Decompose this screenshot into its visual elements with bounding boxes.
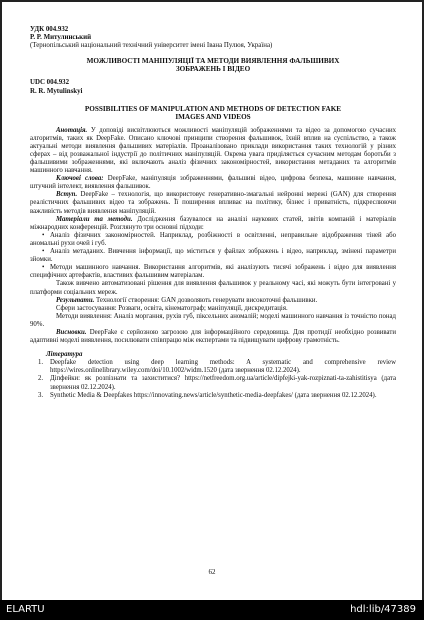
page-content <box>30 26 396 400</box>
bullet-text: Аналіз метаданих. Вивчення інформації, що міститься у файлах зображень і відео, наприклад, змінені параметри зйомки. <box>30 248 396 264</box>
intro-text: DeepFake – технологія, що використовує генеративно-змагальні нейронні мережі (GAN) для створення реалістичних фальшивих відео та зображень. Її поширення впливає на політику, бізнес і приватність, підкреслюючи важливість методів виявлення маніпуляцій. <box>30 191 396 215</box>
author-ua: Р. Р. Митулинський <box>30 34 92 42</box>
reference-item <box>30 359 396 375</box>
results-line-3: Методи виявлення: Аналіз моргання, рухів губ, піксельних аномалій; моделі машинного навчання із точністю понад 90%. <box>30 312 396 328</box>
auto-paragraph: Також вивчено автоматизовані рішення для виявлення фальшивок у реальному часі, які можуть бути інтегровані у платформи соціальних мереж. <box>30 280 396 296</box>
reference-number: 2. <box>38 375 44 383</box>
bullet-text: Аналіз фізичних закономірностей. Наприклад, розбіжності в освітленні, неправильне відображення тіней або аномальні рухи очей і губ. <box>30 231 396 247</box>
list-item <box>30 248 396 264</box>
literature-heading: Література <box>46 351 83 359</box>
repository-footer-bar <box>0 600 424 620</box>
author-en: R. R. Mytulinskyi <box>30 87 83 95</box>
reference-text: Діпфейки: як розпізнати та захиститися? https://netfreedom.org.ua/article/dipfejki-yak-rozpiznati-ta-zahistitisya (дата звернення 02.12.2024). <box>50 375 396 391</box>
list-item <box>30 232 396 248</box>
reference-number: 1. <box>38 359 44 367</box>
conclusions-lead: Висновки. <box>56 328 87 336</box>
results-text: Технології створення: GAN дозволяють генерувати високоточні фальшивки. <box>94 296 318 304</box>
methods-paragraph <box>30 216 396 232</box>
title-ua: МОЖЛИВОСТІ МАНІПУЛЯЦІЇ ТА МЕТОДИ ВИЯВЛЕННЯ ФАЛЬШИВИХ ЗОБРАЖЕНЬ І ВІДЕО <box>86 56 340 74</box>
methods-text: Дослідження базувалося на аналізі наукових статей, звітів компаній і матеріалів міжнародних конференцій. Розглянуто три основні підходи: <box>30 215 396 231</box>
page-number: 62 <box>208 568 216 576</box>
affiliation: (Тернопільський національний технічний університет імені Івана Пулюя, Україна) <box>30 42 273 50</box>
reference-number: 3. <box>38 391 44 399</box>
udc-ua: УДК 004.932 <box>30 26 69 33</box>
list-item <box>30 264 396 280</box>
keywords-paragraph <box>30 175 396 191</box>
bullet-text: Методи машинного навчання. Використання алгоритмів, які аналізують тисячі зображень і відео для виявлення специфічних артефактів, властивих фальшивим матеріалам. <box>30 264 396 280</box>
methods-lead: Матеріали та методи. <box>56 215 133 223</box>
conclusions-paragraph <box>30 329 396 345</box>
reference-text: Deepfake detection using deep learning methods: A systematic and comprehensive review https://wires.onlinelibrary.wiley.com/doi/10.1002/widm.1520 (дата звернення 02.12.2024). <box>50 359 396 375</box>
reference-item <box>30 375 396 391</box>
intro-paragraph <box>30 191 396 215</box>
keywords-lead: Ключові слова: <box>56 175 104 183</box>
reference-item <box>30 392 396 400</box>
handle-identifier: hdl:lib/47389 <box>350 604 416 615</box>
results-line-2: Сфери застосування: Розваги, освіта, кінематограф; маніпуляції, дискредитація. <box>56 304 288 312</box>
keywords-text: DeepFake, маніпуляція зображеннями, фальшиві відео, цифрова безпека, машинне навчання, штучний інтелект, виявлення фальшивок. <box>30 175 396 191</box>
annotation-paragraph <box>30 127 396 176</box>
repository-name: ELARTU <box>6 604 45 615</box>
bullet-icon: • <box>42 248 45 256</box>
results-lead: Результати. <box>56 296 95 304</box>
intro-lead: Вступ. <box>56 191 78 199</box>
bullet-icon: • <box>42 231 45 239</box>
title-en: POSSIBILITIES OF MANIPULATION AND METHODS OF DETECTION FAKE IMAGES AND VIDEOS <box>84 104 342 122</box>
reference-text: Synthetic Media & Deepfakes https://innovating.news/article/synthetic-media-deepfakes/ (дата звернення 02.12.2024). <box>50 391 377 399</box>
annotation-text: У доповіді висвітлюються можливості маніпуляцій зображеннями та відео за допомогою сучасних алгоритмів, таких як DeepFake. Описано ключові принципи створення фальшивок, їхній вплив на суспільство, а також актуальні методи виявлення фальшивих матеріалів. Проаналізовано приклади використання таких технологій у різних сферах – від розважальної індустрії до політичних маніпуляцій. Окрема увага приділяється сучасним методам боротьби з фальшивими зображеннями, які включають аналіз фізичних закономірностей, використання метаданих та алгоритмів машинного навчання. <box>30 126 396 175</box>
annotation-lead: Анотація. <box>56 126 88 134</box>
bullet-icon: • <box>42 264 45 272</box>
results-paragraph <box>30 297 396 305</box>
udc-en: UDC 004.932 <box>30 79 70 87</box>
conclusions-text: DeepFake є серйозною загрозою для інформаційного середовища. Для протидії необхідно розвивати адаптивні моделі виявлення, посилювати співпрацю між експертами та підвищувати цифрову грамотність. <box>30 328 396 345</box>
